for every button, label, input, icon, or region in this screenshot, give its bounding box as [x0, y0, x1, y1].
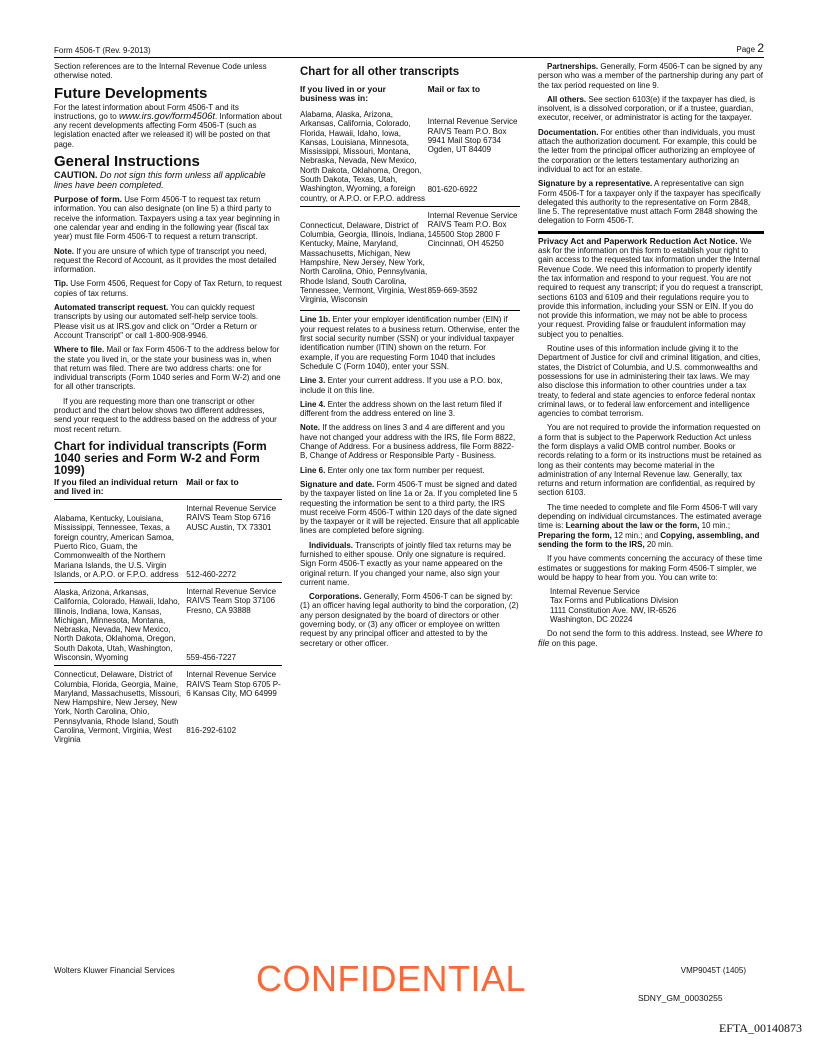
- chart1-row-fax: 512-460-2272: [186, 569, 237, 579]
- column-2: [300, 66, 520, 653]
- confidential-stamp: CONFIDENTIAL: [256, 958, 527, 999]
- page-num: 2: [757, 41, 764, 55]
- column-3: [538, 62, 764, 653]
- partnerships-para: [538, 62, 764, 90]
- signature-text: Form 4506-T must be signed and dated by the taxpayer listed on line 1a or 2a. If you completed line 5 requesting the information be sent to a third party, the IRS must receive Form 4506-T within 120 days of the date signed by the taxpayer or it will be rejected. Ensure that all applicable lines are completed before signing.: [300, 479, 520, 536]
- address-line: 1111 Constitution Ave. NW, IR-6526: [550, 605, 677, 615]
- column-1: [54, 62, 282, 748]
- where-label: Where to file.: [54, 345, 105, 355]
- time-learn: Learning about the law or the form,: [565, 521, 700, 531]
- representative-para: [538, 179, 764, 225]
- line6-para: [300, 466, 520, 475]
- documentation-label: Documentation.: [538, 127, 599, 137]
- documentation-para: [538, 128, 764, 174]
- note2-para: [300, 423, 520, 460]
- tip-label: Tip.: [54, 279, 69, 289]
- footer-publisher: Wolters Kluwer Financial Services: [54, 966, 175, 975]
- future-text-a: For the latest information about Form 4506-T and its instructions, go to: [54, 102, 239, 121]
- form-id: Form 4506-T (Rev. 9-2013): [54, 46, 151, 55]
- individuals-para: [300, 541, 520, 587]
- efta-number: EFTA_00140873: [718, 1021, 802, 1035]
- line1b-text: Enter your employer identification number (EIN) if your request relates to a business return. Otherwise, enter the first social security number (SSN) or your individual taxpayer identification number (ITIN) shown on the return. For example, if you are requesting Form 1040 that includes Schedule C (Form 1040), enter your SSN.: [300, 315, 520, 371]
- chart1-row-mail: [186, 583, 282, 666]
- chart1-row-fax: 559-456-7227: [186, 652, 237, 662]
- chart2-row-states: Alabama, Alaska, Arizona, Arkansas, California, Colorado, Florida, Hawaii, Idaho, Iowa, Kansas, Louisiana, Minnesota, Mississippi, Missouri, Montana, Nebraska, Nevada, New Mexico, North Dakota, Oklahoma, Oregon, South Dakota, Texas, Utah, Washington, Wyoming, a foreign country, or A.P.O. or F.P.O. address: [300, 110, 425, 203]
- chart2-row-mail: [428, 106, 520, 206]
- automated-label: Automated transcript request.: [54, 303, 169, 313]
- corporations-label: Corporations.: [309, 592, 362, 602]
- address-line: Washington, DC 20224: [550, 615, 633, 625]
- page-label: Page: [736, 45, 756, 54]
- line1b-para: [300, 315, 520, 371]
- do-not-send-para: [538, 629, 764, 648]
- time-text-c: 12 min.; and: [611, 530, 661, 540]
- line1b-label: Line 1b.: [300, 315, 331, 325]
- purpose-text: Use Form 4506-T to request tax return information. You can also designate (on line 5) a third party to receive the information. Taxpayers using a tax year beginning in one calendar year and ending in the following year (fiscal tax year) must file Form 4506-T to request a return transcript.: [54, 195, 280, 242]
- chart1-table: [54, 478, 282, 748]
- future-text-b: . Information about any recent developments affecting Form 4506-T (such as legislation enacted after we released it) will be posted on that page.: [54, 111, 282, 149]
- chart2-row: [300, 206, 520, 307]
- chart1-row-states: Alabama, Kentucky, Louisiana, Mississippi, Tennessee, Texas, a foreign country, American Samoa, Puerto Rico, Guam, the Commonwealth of the Northern Mariana Islands, the U.S. Virgin Islands, or A.P.O. or F.P.O. address: [54, 514, 179, 579]
- chart1-row-fax: 816-292-6102: [186, 726, 237, 736]
- address-line: Tax Forms and Publications Division: [550, 596, 679, 606]
- footer-code: VMP9045T (1405): [680, 966, 746, 975]
- all-others-para: [538, 95, 764, 123]
- note-label: Note.: [54, 246, 74, 256]
- purpose-label: Purpose of form.: [54, 194, 123, 205]
- where-to-file-ref: Where to file: [538, 628, 763, 648]
- chart1-row-mail: [186, 499, 282, 582]
- page-header: [54, 41, 764, 58]
- all-others-label: All others.: [547, 94, 587, 104]
- future-url[interactable]: www.irs.gov/form4506t: [118, 110, 216, 122]
- general-instructions-heading: General Instructions: [54, 153, 200, 171]
- where-to-file-para: [54, 345, 282, 391]
- caution-label: CAUTION.: [54, 170, 98, 181]
- chart2-head-right: Mail or fax to: [427, 84, 481, 94]
- time-copy: Copying, assembling, and sending the form to the IRS,: [538, 530, 760, 549]
- future-developments-text: [54, 103, 282, 149]
- time-text-a: The time needed to complete and file Form 4506-T will vary depending on individual circumstances. The estimated average time is:: [538, 502, 762, 531]
- line6-label: Line 6.: [300, 465, 326, 475]
- representative-text: A representative can sign Form 4506-T for a taxpayer only if the taxpayer has specifically delegated this authority to the representative on Form 2848, line 5. The representative must attach Form 2848 showing the delegation to Form 4506-T.: [538, 179, 761, 226]
- chart1-row-address: Internal Revenue Service RAIVS Team Stop 6705 P-6 Kansas City, MO 64999: [186, 670, 281, 699]
- individuals-label: Individuals.: [309, 540, 354, 550]
- line6-text: Enter only one tax form number per request.: [325, 465, 485, 475]
- tip-para: [54, 279, 282, 298]
- address-line: Internal Revenue Service: [550, 587, 640, 597]
- chart1-title: Chart for individual transcripts (Form 1040 series and Form W-2 and Form 1099): [54, 438, 267, 477]
- partnerships-text: Generally, Form 4506-T can be signed by any person who was a member of the partnership during any part of the tax period requested on line 9.: [538, 62, 764, 90]
- line3-label: Line 3.: [300, 376, 326, 386]
- chart1-row-states: Alaska, Arizona, Arkansas, California, Colorado, Hawaii, Idaho, Illinois, Indiana, Iowa, Kansas, Michigan, Minnesota, Montana, Nebraska, Nevada, New Mexico, North Dakota, Oklahoma, Oregon, South Dakota, Utah, Washington, Wisconsin, Wyoming: [54, 587, 180, 662]
- line4-label: Line 4.: [300, 399, 326, 409]
- intro-text: Section references are to the Internal Revenue Code unless otherwise noted.: [54, 62, 267, 81]
- time-estimate-para: [538, 503, 764, 549]
- not-required-para: You are not required to provide the information requested on a form that is subject to the Paperwork Reduction Act unless the form displays a valid OMB control number. Books or records relating to a form or its instructions must be retained as long as their contents may become material in the administration of any Internal Revenue law. Generally, tax returns and return information are confidential, as required by section 6103.: [538, 423, 762, 498]
- time-prep: Preparing the form,: [538, 530, 612, 540]
- chart1-row: [54, 666, 282, 748]
- line3-text: Enter your current address. If you use a P.O. box, include it on this line.: [300, 376, 503, 395]
- page-number: [736, 41, 764, 55]
- signature-label: Signature and date.: [300, 479, 375, 489]
- chart2-row-mail: [428, 206, 520, 307]
- donot-text-a: Do not send the form to this address. Instead, see: [547, 629, 727, 639]
- time-text-d: 20 min.: [644, 539, 674, 549]
- future-developments-heading: Future Developments: [54, 84, 208, 102]
- chart2-row: [300, 106, 520, 206]
- caution-text: Do not sign this form unless all applicable lines have been completed.: [54, 170, 266, 190]
- chart2-title: Chart for all other transcripts: [300, 66, 460, 78]
- all-others-text: See section 6103(e) if the taxpayer has died, is insolvent, is a dissolved corporation, or if a trustee, guardian, executor, receiver, or administrator is acting for the taxpayer.: [538, 94, 756, 123]
- privacy-para: [538, 237, 764, 339]
- purpose-para: [54, 195, 282, 241]
- line4-text: Enter the address shown on the last return filed if different from the address entered on line 3.: [300, 399, 502, 419]
- donot-text-b: on this page.: [549, 638, 598, 648]
- chart2-row-fax: 859-669-3592: [427, 286, 478, 296]
- documentation-text: For entities other than individuals, you must attach the authorization document. For example, this could be the letter from the principal officer authorizing an employee of the corporation or the letters testamentary authorizing an individual to act for an estate.: [538, 127, 757, 174]
- chart1-head-right: Mail or fax to: [186, 476, 239, 487]
- chart1-row: [54, 499, 282, 582]
- chart1-row-mail: [186, 666, 282, 748]
- individuals-text: Transcripts of jointly filed tax returns may be furnished to either spouse. Only one signature is required. Sign Form 4506-T exactly as your name appeared on the original return. If you changed your name, also sign your current name.: [300, 540, 512, 587]
- more-than-one-para: If you are requesting more than one transcript or other product and the chart below shows two different addresses, send your request to the address based on the address of your most recent return.: [54, 396, 277, 434]
- corporations-text: Generally, Form 4506-T can be signed by: (1) an officer having legal authority to bind the corporation, (2) any person designated by the board of directors or other governing body, or (3) any officer or employee on written request by any principal officer and attested to by the secretary or other officer.: [300, 592, 519, 648]
- chart1-row-states: Connecticut, Delaware, District of Columbia, Florida, Georgia, Maine, Maryland, Massachusetts, Missouri, New Hampshire, New Jersey, New York, North Carolina, Ohio, Pennsylvania, Rhode Island, South Carolina, Vermont, Virginia, West Virginia: [54, 670, 182, 745]
- chart2-row-fax: 801-620-6922: [427, 184, 478, 194]
- chart2-head-left: If you lived in or your business was in:: [300, 84, 386, 103]
- time-text-b: 10 min.;: [699, 521, 731, 531]
- chart1-row: [54, 583, 282, 666]
- chart2-row-address: Internal Revenue Service RAIVS Team P.O. Box 9941 Mail Stop 6734 Ogden, UT 84409: [427, 117, 518, 155]
- corporations-para: [300, 592, 520, 648]
- privacy-title: Privacy Act and Paperwork Reduction Act Notice.: [538, 235, 738, 246]
- chart1-row-address: Internal Revenue Service RAIVS Team Stop 6716 AUSC Austin, TX 73301: [186, 503, 277, 532]
- note-para: [54, 247, 282, 275]
- bates-number: SDNY_GM_00030255: [638, 993, 723, 1003]
- routine-uses-para: Routine uses of this information include giving it to the Department of Justice for civil and criminal litigation, and cities, states, the District of Columbia, and U.S. commonwealths and possessions for use in administering their tax laws. We may also disclose this information to other countries under a tax treaty, to federal and state agencies to enforce federal nontax criminal laws, or to federal law enforcement and intelligence agencies to combat terrorism.: [538, 344, 761, 419]
- chart2-table: [300, 85, 520, 307]
- automated-para: [54, 303, 282, 340]
- tip-text: Use Form 4506, Request for Copy of Tax Return, to request copies of tax returns.: [54, 279, 282, 298]
- note2-text: If the address on lines 3 and 4 are different and you have not changed your address with the IRS, file Form 8822, Change of Address. For a business address, file Form 8822-B, Change of Address or Responsible Party - Business.: [300, 423, 516, 461]
- line4-para: [300, 400, 520, 419]
- line3-para: [300, 376, 520, 395]
- representative-label: Signature by a representative.: [538, 179, 653, 189]
- note2-label: Note.: [300, 423, 320, 433]
- chart2-row-states: Connecticut, Delaware, District of Columbia, Georgia, Illinois, Indiana, Kentucky, Maine, Maryland, Massachusetts, Michigan, New Hampshire, New Jersey, New York, North Carolina, Ohio, Pennsylvania, Rhode Island, South Carolina, Tennessee, Vermont, Virginia, West Virginia, Wisconsin: [300, 220, 428, 305]
- privacy-text: We ask for the information on this form to establish your right to gain access to the requested tax information under the Internal Revenue Code. We need this information to properly identify the tax information and respond to your request. You are not required to request any transcript; if you do request a transcript, sections 6103 and 6109 and their regulations require you to provide this information, including your SSN or EIN. If you do not provide this information, we may not be able to process your request. Providing false or fraudulent information may subject you to penalties.: [538, 236, 764, 339]
- comments-para: If you have comments concerning the accuracy of these time estimates or suggestions for making Form 4506-T simpler, we would be happy to hear from you. You can write to:: [538, 554, 763, 582]
- automated-text: You can quickly request transcripts by using our automated self-help service tools. Please visit us at IRS.gov and click on "Order a Return or Account Transcript" or call 1-800-908-9946.: [54, 303, 259, 340]
- chart1-row-address: Internal Revenue Service RAIVS Team Stop 37106 Fresno, CA 93888: [186, 587, 277, 615]
- note-text: If you are unsure of which type of transcript you need, request the Record of Account, as it provides the most detailed information.: [54, 246, 277, 275]
- where-text: Mail or fax Form 4506-T to the address below for the state you lived in, or the state your business was in, when that return was filed. There are two address charts: one for individual transcripts (Form 1040 series and Form W-2) and one for all other transcripts.: [54, 345, 281, 392]
- caution-para: [54, 171, 282, 190]
- signature-para: [300, 480, 520, 536]
- chart1-head-left: If you filed an individual return and lived in:: [54, 476, 178, 496]
- irs-address: [550, 587, 764, 624]
- partnerships-label: Partnerships.: [547, 62, 599, 71]
- chart2-row-address: Internal Revenue Service RAIVS Team P.O. Box 145500 Stop 2800 F Cincinnati, OH 45250: [427, 210, 518, 248]
